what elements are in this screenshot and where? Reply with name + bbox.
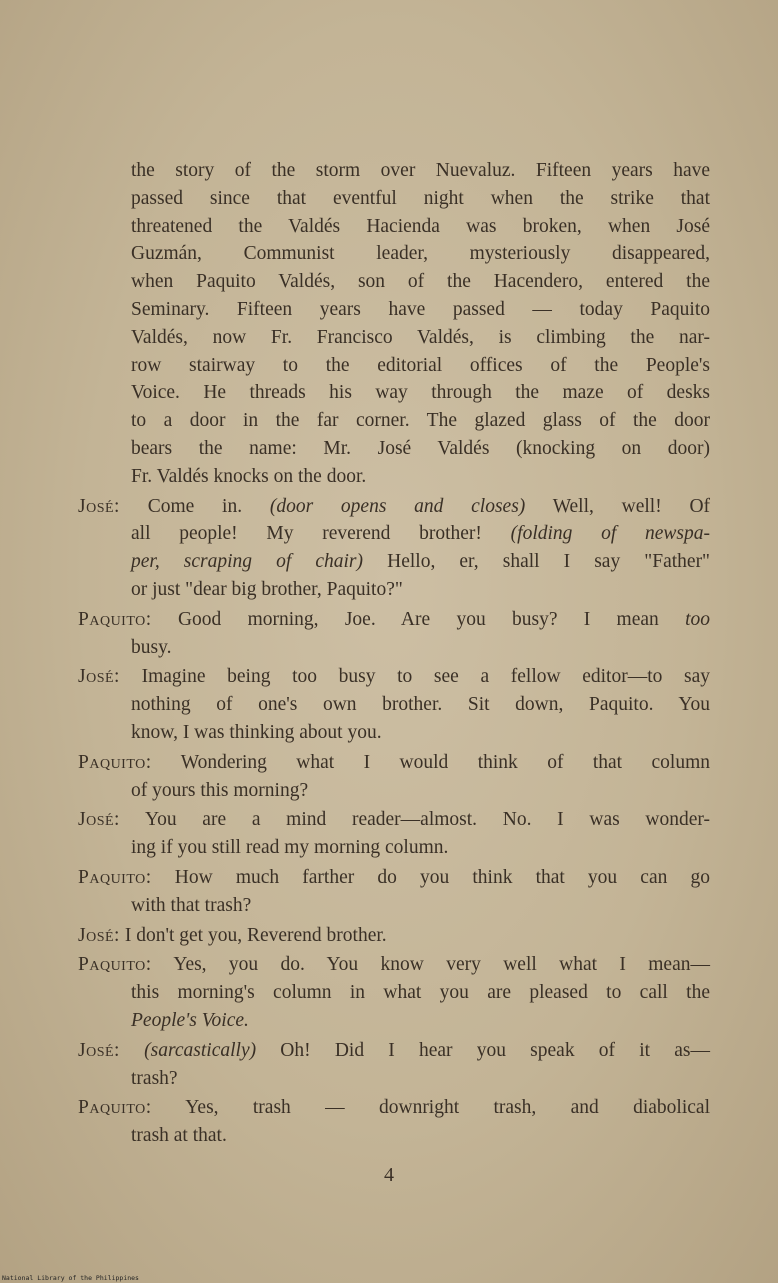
speaker-jose: José: <box>78 495 120 517</box>
speaker-jose: José: <box>78 1039 120 1061</box>
script-text <box>78 157 710 1150</box>
dialogue-paquito-5: Paquito: Yes, trash — downright trash, and diabolical trash at that. <box>78 1097 710 1147</box>
narration-line: to a door in the far corner. The glazed glass of the door <box>131 410 710 432</box>
library-footer: National Library of the Philippines <box>2 1274 139 1282</box>
narration-line: Voice. He threads his way through the maze of desks <box>131 382 710 404</box>
speaker-jose: José: <box>78 924 120 946</box>
dialogue-jose-3: José: You are a mind reader—almost. No. I was wonder- ing if you still read my morning column. <box>78 809 710 859</box>
stage-narration <box>78 157 710 491</box>
narration-line: the story of the storm over Nuevaluz. Fifteen years have <box>131 160 710 181</box>
narration-line: Guzmán, Communist leader, mysteriously disappeared, <box>131 243 710 265</box>
dialogue-paquito-3: Paquito: How much farther do you think that you can go with that trash? <box>78 866 710 916</box>
narration-line: bears the name: Mr. José Valdés (knocking on door) <box>131 437 710 459</box>
narration-line: row stairway to the editorial offices of the People's <box>131 354 710 376</box>
narration-line: passed since that eventful night when the strike that <box>131 187 710 209</box>
dialogue-paquito-1: Paquito: Good morning, Joe. Are you busy? I mean too busy. <box>78 608 711 658</box>
narration-line: Valdés, now Fr. Francisco Valdés, is climbing the nar- <box>131 326 710 348</box>
speaker-paquito: Paquito: <box>78 751 152 773</box>
dialogue-paquito-2: Paquito: Wondering what I would think of that column of yours this morning? <box>78 751 710 801</box>
speaker-jose: José: <box>78 809 120 831</box>
narration-line: Fr. Valdés knocks on the door. <box>131 465 367 487</box>
speaker-jose: José: <box>78 666 120 688</box>
speaker-paquito: Paquito: <box>78 954 152 976</box>
dialogue-jose-1: José: Come in. (door opens and closes) Well, well! Of all people! My reverend brother! (folding of newspa- per, scraping of chair) Hello, er, shall I say "Father" or just "dear big brother, Paquito?" <box>78 495 711 600</box>
dialogue-jose-5: José: (sarcastically) Oh! Did I hear you speak of it as— trash? <box>78 1039 710 1089</box>
dialogue-jose-4: José: I don't get you, Reverend brother. <box>78 924 387 946</box>
speaker-paquito: Paquito: <box>78 866 152 888</box>
narration-line: when Paquito Valdés, son of the Hacendero, entered the <box>131 271 710 293</box>
page-number: 4 <box>384 1164 394 1186</box>
speaker-paquito: Paquito: <box>78 1097 152 1119</box>
dialogue-jose-2: José: Imagine being too busy to see a fellow editor—to say nothing of one's own brother. Sit down, Paquito. You know, I was thinking about you. <box>78 666 710 743</box>
narration-line: Seminary. Fifteen years have passed — today Paquito <box>131 298 710 320</box>
narration-line: threatened the Valdés Hacienda was broken, when José <box>131 215 710 237</box>
speaker-paquito: Paquito: <box>78 608 152 630</box>
dialogue-paquito-4: Paquito: Yes, you do. You know very well what I mean— this morning's column in what you are pleased to call the People's Voice. <box>78 954 710 1031</box>
